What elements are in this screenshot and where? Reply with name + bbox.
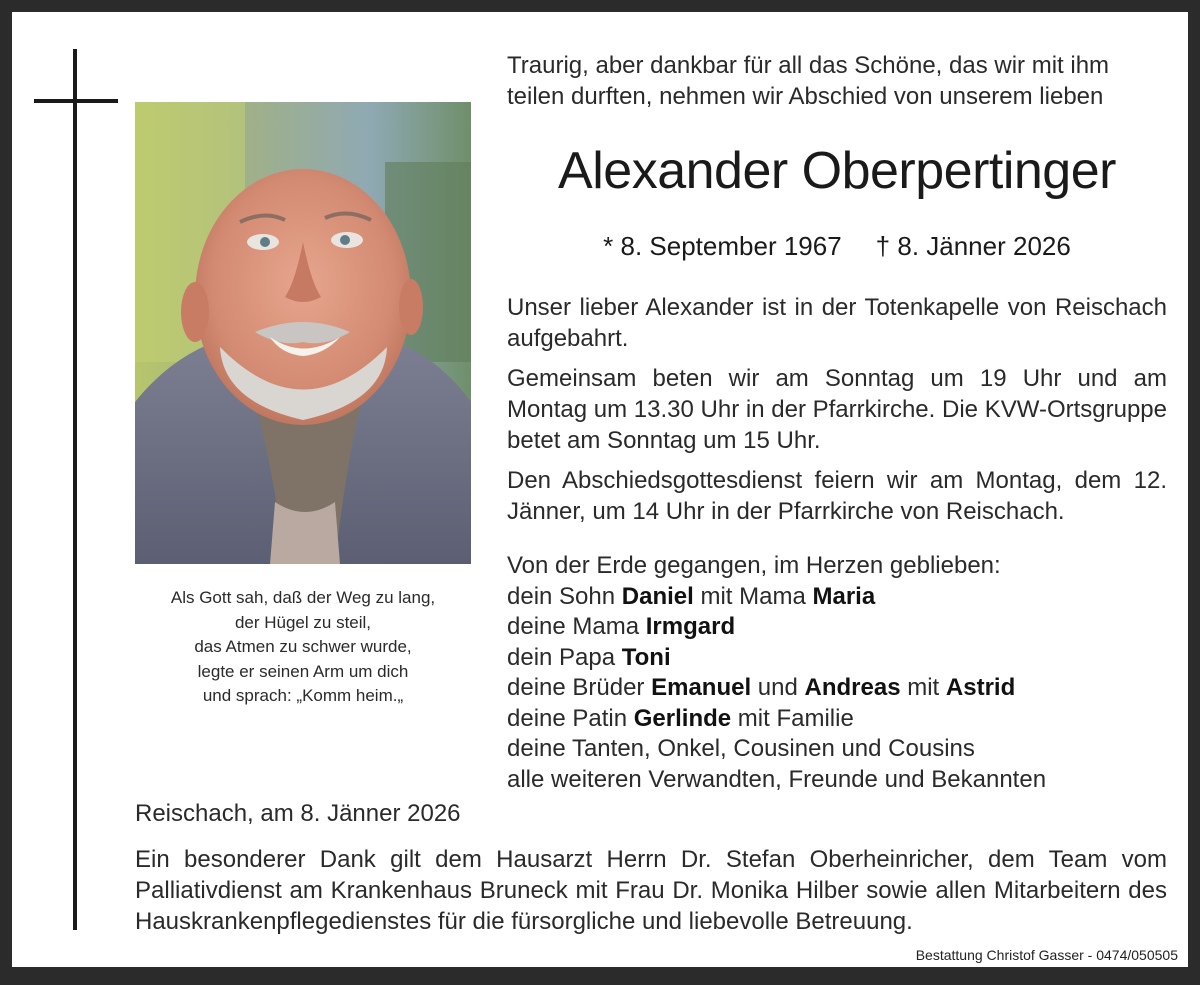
- deceased-name: Alexander Oberpertinger: [558, 142, 1116, 200]
- poem-line: legte er seinen Arm um dich: [197, 661, 409, 681]
- mourner-row: deine Tanten, Onkel, Cousinen und Cousins: [507, 735, 975, 762]
- mourner-relation: deine Brüder: [507, 674, 652, 701]
- cross-icon-horizontal: [34, 99, 118, 103]
- wake-paragraph: Unser lieber Alexander ist in der Totenkapelle von Reischach aufgebahrt.: [507, 294, 1167, 352]
- place-date: Reischach, am 8. Jänner 2026: [135, 800, 461, 827]
- mourner-relation: dein Papa: [507, 643, 622, 671]
- poem-line: der Hügel zu steil,: [234, 612, 372, 632]
- life-dates: [507, 229, 1167, 263]
- mourners-list: [507, 551, 1167, 795]
- mourner-name: Toni: [621, 643, 671, 671]
- mourner-relation: dein Sohn: [507, 582, 622, 610]
- intro-line: Traurig, aber dankbar für all das Schöne, das wir mit ihm: [507, 52, 1110, 79]
- thanks-paragraph: Ein besonderer Dank gilt dem Hausarzt Herrn Dr. Stefan Oberheinricher, dem Team vom Palliativdienst am Krankenhaus Bruneck mit Frau Dr. Monika Hilber sowie allen Mitarbeitern des Hauskrankenpflegedienstes für die fürsorgliche und liebevolle Betreuung.: [135, 846, 1167, 935]
- poem-line: Als Gott sah, daß der Weg zu lang,: [170, 588, 436, 607]
- intro-line: teilen durften, nehmen wir Abschied von unserem lieben: [507, 83, 1104, 110]
- poem-line: und sprach: „Komm heim.„: [202, 686, 404, 705]
- portrait-photo: [135, 102, 471, 564]
- mourner-name: Andreas: [804, 674, 901, 701]
- mourner-row: alle weiteren Verwandten, Freunde und Bekannten: [507, 765, 1047, 793]
- mourner-relation: deine Patin: [507, 704, 634, 732]
- mourner-row: [507, 643, 1167, 674]
- mourner-connector: mit Familie: [731, 704, 854, 732]
- cross-icon-vertical: [73, 49, 77, 930]
- mourner-name: Irmgard: [645, 613, 736, 640]
- birth-date: * 8. September 1967: [603, 231, 842, 261]
- prayer-paragraph: Gemeinsam beten wir am Sonntag um 19 Uhr und am Montag um 13.30 Uhr in der Pfarrkirche. Die KVW-Ortsgruppe betet am Sonntag um 15 Uhr.: [507, 365, 1167, 454]
- mourner-connector: mit: [900, 674, 946, 701]
- mourners-heading: Von der Erde gegangen, im Herzen geblieben:: [507, 552, 1001, 579]
- memorial-poem: [135, 586, 471, 709]
- mourner-row: [507, 582, 1167, 613]
- mourner-name: Astrid: [945, 674, 1016, 701]
- mourner-row: [507, 612, 1167, 643]
- mourner-row: [507, 673, 1167, 704]
- mourner-row: [507, 704, 1167, 735]
- mourner-relation: deine Mama: [507, 613, 646, 640]
- death-date: † 8. Jänner 2026: [875, 231, 1071, 261]
- mourner-name: Maria: [812, 582, 876, 610]
- mourner-name: Daniel: [621, 582, 694, 610]
- mourner-connector: und: [751, 674, 805, 701]
- funeral-paragraph: Den Abschiedsgottesdienst feiern wir am Montag, dem 12. Jänner, um 14 Uhr in der Pfarrkirche von Reischach.: [507, 467, 1167, 525]
- poem-line: das Atmen zu schwer wurde,: [194, 637, 412, 656]
- mourner-name: Emanuel: [651, 674, 752, 701]
- intro-text: [507, 50, 1167, 112]
- mourner-name: Gerlinde: [633, 704, 732, 732]
- mourner-connector: mit Mama: [693, 582, 813, 610]
- funeral-home-footer: Bestattung Christof Gasser - 0474/050505: [915, 947, 1178, 963]
